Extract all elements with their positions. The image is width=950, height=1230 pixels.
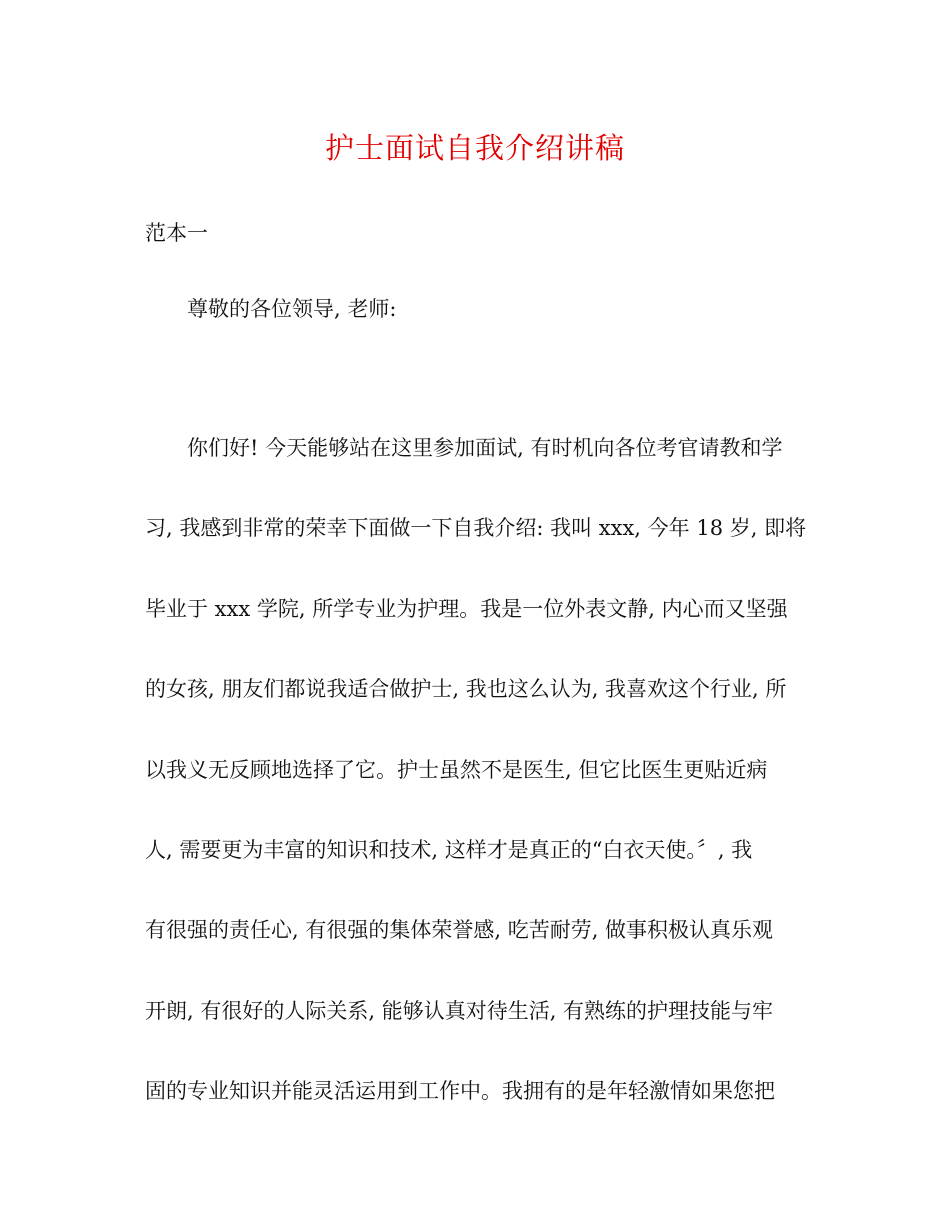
paragraph-line: 人, 需要更为丰富的知识和技术, 这样才是真正的“白衣天使。〞, 我	[145, 837, 753, 862]
paragraph-line: 毕业于 xxx 学院, 所学专业为护理。我是一位外表文静, 内心而又坚强	[145, 596, 788, 621]
paragraph-line: 你们好! 今天能够站在这里参加面试, 有时机向各位考官请教和学	[187, 436, 783, 460]
paragraph-line: 有很强的责任心, 有很强的集体荣誉感, 吃苦耐劳, 做事积极认真乐观	[145, 918, 774, 943]
paragraph-line: 的女孩, 朋友们都说我适合做护士, 我也这么认为, 我喜欢这个行业, 所	[145, 677, 787, 702]
body-paragraph	[145, 433, 805, 1157]
greeting-line: 尊敬的各位领导, 老师:	[187, 297, 397, 321]
document-title: 护士面试自我介绍讲稿	[324, 131, 625, 165]
paragraph-line: 习, 我感到非常的荣幸下面做一下自我介绍: 我叫 xxx, 今年 18 岁, 即将	[145, 516, 807, 541]
paragraph-line: 固的专业知识并能灵活运用到工作中。我拥有的是年轻激情如果您把	[145, 1079, 775, 1104]
paragraph-line: 以我义无反顾地选择了它。护士虽然不是医生, 但它比医生更贴近病	[145, 757, 768, 782]
section-label: 范本一	[145, 221, 208, 245]
paragraph-line: 开朗, 有很好的人际关系, 能够认真对待生活, 有熟练的护理技能与牢	[145, 998, 774, 1023]
